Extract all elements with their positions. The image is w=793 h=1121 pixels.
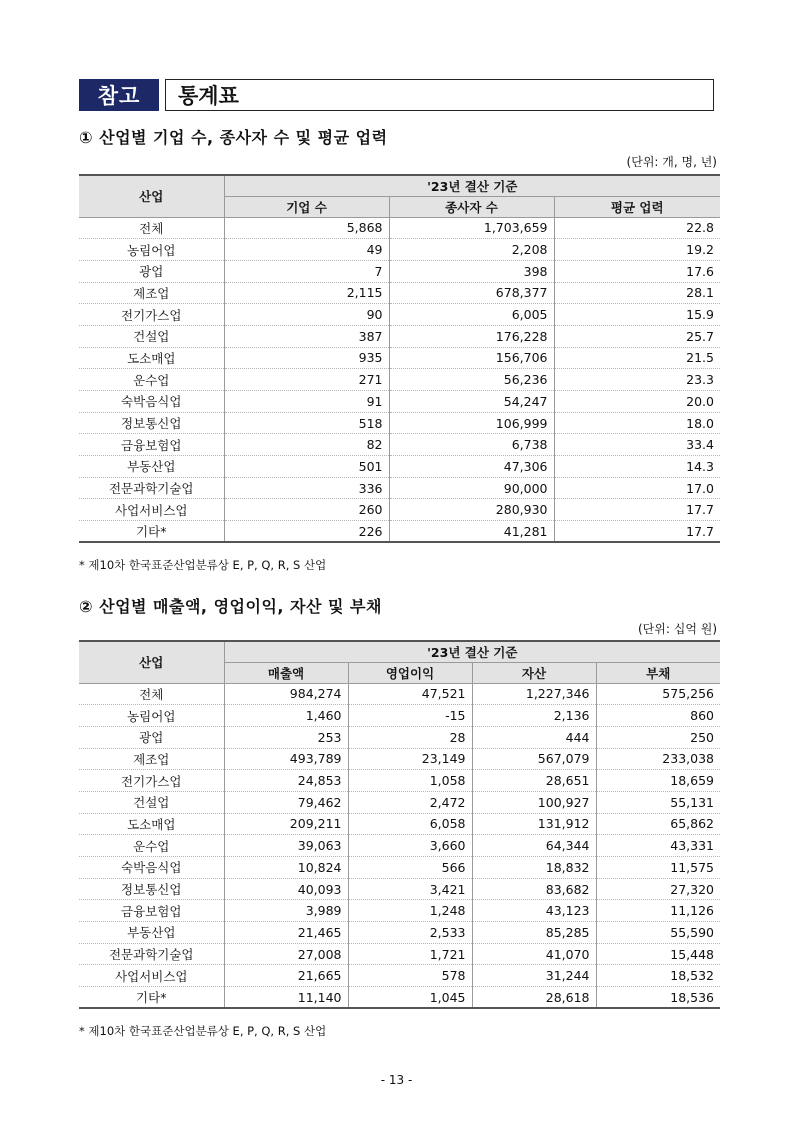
column-header: 영업이익 (348, 662, 472, 683)
column-header: 평균 업력 (554, 196, 720, 217)
industry-name: 기타* (79, 521, 224, 543)
industry-name: 숙박음식업 (79, 857, 224, 879)
column-header: 기업 수 (224, 196, 389, 217)
value-cell: 100,927 (472, 791, 596, 813)
value-cell: 82 (224, 434, 389, 456)
value-cell: 253 (224, 726, 348, 748)
industry-name: 금융보험업 (79, 434, 224, 456)
value-cell: 2,208 (389, 239, 554, 261)
value-cell: 21,665 (224, 965, 348, 987)
table-body (79, 683, 720, 1008)
value-cell: 39,063 (224, 835, 348, 857)
value-cell: 11,575 (596, 857, 720, 879)
value-cell: -15 (348, 705, 472, 727)
value-cell: 131,912 (472, 813, 596, 835)
value-cell: 79,462 (224, 791, 348, 813)
value-cell: 85,285 (472, 922, 596, 944)
table-row (79, 987, 720, 1009)
group-header: '23년 결산 기준 (224, 175, 720, 196)
value-cell: 28,651 (472, 770, 596, 792)
table-row (79, 282, 720, 304)
page-header (79, 79, 714, 111)
value-cell: 398 (389, 260, 554, 282)
industry-name: 농림어업 (79, 239, 224, 261)
table-row (79, 260, 720, 282)
industry-name: 사업서비스업 (79, 499, 224, 521)
industry-name: 건설업 (79, 791, 224, 813)
value-cell: 15,448 (596, 943, 720, 965)
value-cell: 1,248 (348, 900, 472, 922)
value-cell: 33.4 (554, 434, 720, 456)
value-cell: 501 (224, 456, 389, 478)
value-cell: 1,045 (348, 987, 472, 1009)
value-cell: 47,521 (348, 683, 472, 705)
group-header: '23년 결산 기준 (224, 641, 720, 662)
table-row (79, 412, 720, 434)
value-cell: 47,306 (389, 456, 554, 478)
table-row (79, 705, 720, 727)
table-row (79, 239, 720, 261)
value-cell: 91 (224, 391, 389, 413)
value-cell: 226 (224, 521, 389, 543)
industry-name: 건설업 (79, 325, 224, 347)
industry-name: 운수업 (79, 369, 224, 391)
table-body (79, 217, 720, 542)
section2-note: * 제10차 한국표준산업분류상 E, P, Q, R, S 산업 (79, 1024, 327, 1038)
section2-title: ② 산업별 매출액, 영업이익, 자산 및 부채 (79, 597, 382, 616)
value-cell: 55,590 (596, 922, 720, 944)
value-cell: 1,058 (348, 770, 472, 792)
section1-note: * 제10차 한국표준산업분류상 E, P, Q, R, S 산업 (79, 558, 327, 572)
value-cell: 20.0 (554, 391, 720, 413)
industry-name: 기타* (79, 987, 224, 1009)
value-cell: 28.1 (554, 282, 720, 304)
table-row (79, 857, 720, 879)
value-cell: 3,421 (348, 878, 472, 900)
value-cell: 19.2 (554, 239, 720, 261)
industry-name: 전기가스업 (79, 770, 224, 792)
value-cell: 2,115 (224, 282, 389, 304)
value-cell: 23,149 (348, 748, 472, 770)
table-row (79, 521, 720, 543)
column-header: 종사자 수 (389, 196, 554, 217)
value-cell: 1,460 (224, 705, 348, 727)
value-cell: 176,228 (389, 325, 554, 347)
value-cell: 25.7 (554, 325, 720, 347)
value-cell: 18,832 (472, 857, 596, 879)
industry-name: 광업 (79, 726, 224, 748)
industry-name: 전체 (79, 217, 224, 239)
value-cell: 27,320 (596, 878, 720, 900)
table-row (79, 391, 720, 413)
value-cell: 15.9 (554, 304, 720, 326)
value-cell: 90,000 (389, 477, 554, 499)
value-cell: 55,131 (596, 791, 720, 813)
section2-unit: (단위: 십억 원) (638, 622, 717, 636)
table-row (79, 922, 720, 944)
value-cell: 1,703,659 (389, 217, 554, 239)
value-cell: 209,211 (224, 813, 348, 835)
industry-name: 전기가스업 (79, 304, 224, 326)
value-cell: 10,824 (224, 857, 348, 879)
value-cell: 2,472 (348, 791, 472, 813)
table-row (79, 900, 720, 922)
value-cell: 566 (348, 857, 472, 879)
value-cell: 56,236 (389, 369, 554, 391)
value-cell: 387 (224, 325, 389, 347)
table-row (79, 791, 720, 813)
value-cell: 18.0 (554, 412, 720, 434)
industry-name: 도소매업 (79, 347, 224, 369)
table-row (79, 347, 720, 369)
value-cell: 7 (224, 260, 389, 282)
value-cell: 3,660 (348, 835, 472, 857)
value-cell: 6,738 (389, 434, 554, 456)
value-cell: 6,005 (389, 304, 554, 326)
industry-name: 부동산업 (79, 456, 224, 478)
industry-name: 전체 (79, 683, 224, 705)
value-cell: 336 (224, 477, 389, 499)
value-cell: 41,070 (472, 943, 596, 965)
industry-name: 금융보험업 (79, 900, 224, 922)
value-cell: 1,227,346 (472, 683, 596, 705)
value-cell: 28 (348, 726, 472, 748)
value-cell: 860 (596, 705, 720, 727)
value-cell: 3,989 (224, 900, 348, 922)
industry-name: 숙박음식업 (79, 391, 224, 413)
industry-name: 제조업 (79, 748, 224, 770)
table-row (79, 217, 720, 239)
table-row (79, 770, 720, 792)
page-title: 통계표 (165, 79, 714, 111)
industry-name: 도소매업 (79, 813, 224, 835)
industry-name: 제조업 (79, 282, 224, 304)
value-cell: 23.3 (554, 369, 720, 391)
value-cell: 31,244 (472, 965, 596, 987)
value-cell: 17.6 (554, 260, 720, 282)
value-cell: 250 (596, 726, 720, 748)
value-cell: 18,536 (596, 987, 720, 1009)
value-cell: 17.7 (554, 521, 720, 543)
column-header: 매출액 (224, 662, 348, 683)
industry-name: 전문과학기술업 (79, 477, 224, 499)
table-row (79, 965, 720, 987)
value-cell: 83,682 (472, 878, 596, 900)
value-cell: 14.3 (554, 456, 720, 478)
value-cell: 567,079 (472, 748, 596, 770)
value-cell: 11,126 (596, 900, 720, 922)
table-row (79, 835, 720, 857)
industry-name: 농림어업 (79, 705, 224, 727)
value-cell: 18,659 (596, 770, 720, 792)
value-cell: 5,868 (224, 217, 389, 239)
industry-name: 전문과학기술업 (79, 943, 224, 965)
value-cell: 233,038 (596, 748, 720, 770)
value-cell: 27,008 (224, 943, 348, 965)
table-row (79, 456, 720, 478)
table-row (79, 304, 720, 326)
table-sales-profit-assets (79, 640, 720, 1009)
value-cell: 41,281 (389, 521, 554, 543)
table-row (79, 434, 720, 456)
table-row (79, 325, 720, 347)
table-row (79, 726, 720, 748)
table-row (79, 878, 720, 900)
value-cell: 49 (224, 239, 389, 261)
value-cell: 575,256 (596, 683, 720, 705)
value-cell: 65,862 (596, 813, 720, 835)
value-cell: 518 (224, 412, 389, 434)
table-row (79, 943, 720, 965)
value-cell: 11,140 (224, 987, 348, 1009)
value-cell: 678,377 (389, 282, 554, 304)
page-number: - 13 - (380, 1073, 413, 1087)
value-cell: 17.7 (554, 499, 720, 521)
value-cell: 64,344 (472, 835, 596, 857)
value-cell: 493,789 (224, 748, 348, 770)
industry-name: 정보통신업 (79, 878, 224, 900)
section1-unit: (단위: 개, 명, 년) (626, 155, 717, 169)
value-cell: 18,532 (596, 965, 720, 987)
table-row (79, 683, 720, 705)
value-cell: 43,331 (596, 835, 720, 857)
industry-header: 산업 (79, 175, 224, 217)
value-cell: 260 (224, 499, 389, 521)
table-row (79, 477, 720, 499)
value-cell: 24,853 (224, 770, 348, 792)
value-cell: 271 (224, 369, 389, 391)
industry-name: 사업서비스업 (79, 965, 224, 987)
table-row (79, 813, 720, 835)
table-row (79, 499, 720, 521)
value-cell: 90 (224, 304, 389, 326)
value-cell: 444 (472, 726, 596, 748)
value-cell: 40,093 (224, 878, 348, 900)
value-cell: 156,706 (389, 347, 554, 369)
value-cell: 2,533 (348, 922, 472, 944)
section1-title: ① 산업별 기업 수, 종사자 수 및 평균 업력 (79, 128, 388, 147)
value-cell: 43,123 (472, 900, 596, 922)
value-cell: 21.5 (554, 347, 720, 369)
value-cell: 54,247 (389, 391, 554, 413)
value-cell: 28,618 (472, 987, 596, 1009)
table-firms-employees (79, 174, 720, 543)
industry-name: 운수업 (79, 835, 224, 857)
value-cell: 280,930 (389, 499, 554, 521)
industry-name: 부동산업 (79, 922, 224, 944)
value-cell: 1,721 (348, 943, 472, 965)
column-header: 부채 (596, 662, 720, 683)
table-row (79, 369, 720, 391)
value-cell: 935 (224, 347, 389, 369)
industry-header: 산업 (79, 641, 224, 683)
value-cell: 2,136 (472, 705, 596, 727)
value-cell: 578 (348, 965, 472, 987)
reference-tag: 참고 (79, 79, 159, 111)
value-cell: 22.8 (554, 217, 720, 239)
table-row (79, 748, 720, 770)
value-cell: 984,274 (224, 683, 348, 705)
value-cell: 17.0 (554, 477, 720, 499)
industry-name: 광업 (79, 260, 224, 282)
value-cell: 21,465 (224, 922, 348, 944)
industry-name: 정보통신업 (79, 412, 224, 434)
column-header: 자산 (472, 662, 596, 683)
value-cell: 6,058 (348, 813, 472, 835)
value-cell: 106,999 (389, 412, 554, 434)
